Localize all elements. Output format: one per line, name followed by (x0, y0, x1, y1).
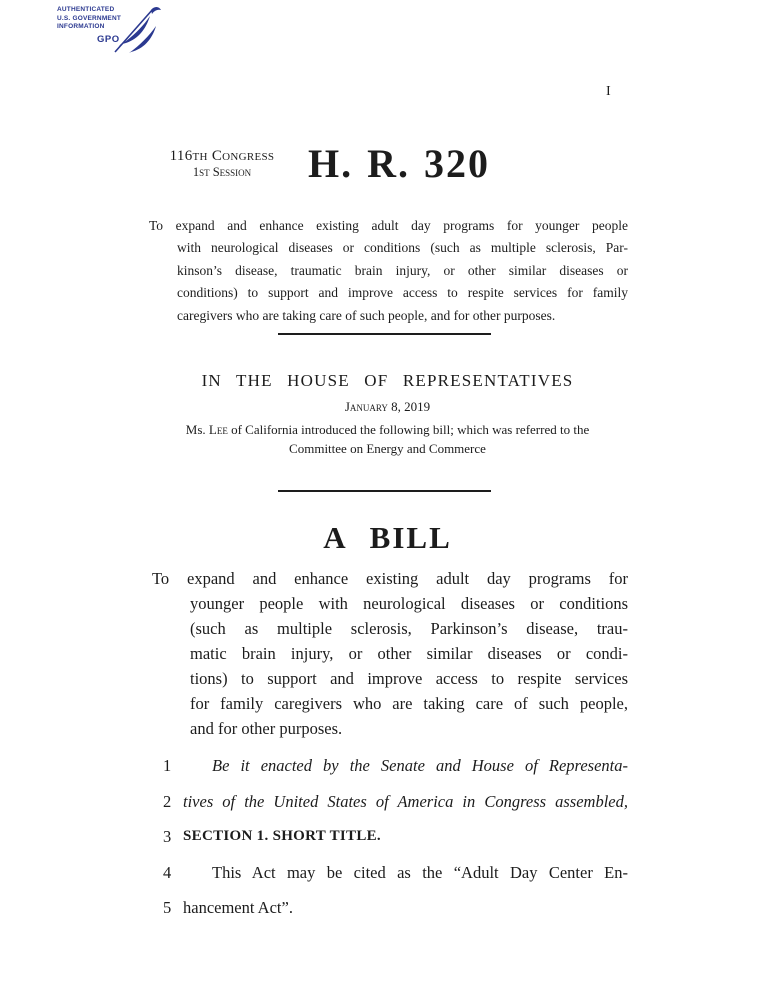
gpo-acronym-label: GPO (97, 34, 120, 45)
enacting-clause-line: tives of the United States of America in Congress assembled, (183, 791, 628, 811)
bill-body-row (163, 784, 628, 820)
introduction-date: January 8, 2019 (344, 399, 431, 414)
line-number: 3 (163, 827, 172, 846)
sponsor-name: Lee (208, 422, 228, 437)
line-number: 1 (163, 756, 172, 775)
long-title-line: (such as multiple sclerosis, Parkinson’s disease, trau- (190, 619, 628, 638)
preamble-line: conditions) to support and improve access to respite services for family (177, 285, 628, 301)
long-title-line: younger people with neurological diseases or conditions (190, 594, 628, 613)
preamble-line: caregivers who are taking care of such people, and for other purposes. (177, 307, 556, 323)
referral-line1 (120, 420, 655, 439)
bill-body-row (163, 855, 628, 891)
gpo-authentication-logo (57, 4, 167, 56)
section-heading: SECTION 1. SHORT TITLE. (183, 828, 381, 844)
enacting-clause-line: Be it enacted by the Senate and House of Representa- (212, 756, 628, 775)
referral-paragraph (120, 420, 655, 458)
gpo-eagle-icon (109, 4, 165, 56)
divider-rule (278, 490, 491, 492)
congress-label: 116th Congress (169, 148, 275, 164)
long-title-line: matic brain injury, or other similar diseases or condi- (190, 644, 628, 663)
gpo-logo-line1: AUTHENTICATED (57, 6, 115, 13)
bill-version-marker: I (606, 84, 611, 99)
long-title-line: To expand and enhance existing adult day programs for (152, 569, 628, 588)
long-title-line: tions) to support and improve access to respite services (190, 669, 628, 688)
official-title-preamble (149, 215, 628, 327)
bill-body-row (163, 890, 628, 926)
preamble-line: To expand and enhance existing adult day programs for younger people (149, 218, 628, 233)
section-text-line: This Act may be cited as the “Adult Day Center En- (212, 862, 628, 882)
bill-body-row (163, 748, 628, 784)
bill-long-title (152, 566, 628, 741)
bill-number: H. R. 320 (308, 141, 490, 186)
section-text-line: hancement Act”. (183, 898, 293, 917)
line-number: 2 (163, 791, 172, 811)
long-title-line: and for other purposes. (190, 719, 343, 738)
preamble-line: kinson’s disease, traumatic brain injury, or other similar diseases or (177, 262, 628, 278)
session-label: 1st Session (192, 165, 252, 179)
congress-session-block (157, 148, 287, 179)
long-title-line: for family caregivers who are taking care of such people, (190, 694, 628, 713)
referral-line2: Committee on Energy and Commerce (289, 441, 486, 456)
gpo-logo-line2: U.S. GOVERNMENT (57, 14, 122, 22)
preamble-line: with neurological diseases or conditions (such as multiple sclerosis, Par- (177, 240, 628, 256)
line-number: 5 (163, 898, 172, 917)
gpo-logo-line3: INFORMATION (57, 23, 105, 30)
sponsor-prefix: Ms. (185, 422, 209, 437)
chamber-heading: IN THE HOUSE OF REPRESENTATIVES (201, 371, 574, 390)
bill-body (163, 748, 628, 926)
divider-rule (278, 333, 491, 335)
bill-title: A BILL (323, 520, 452, 555)
referral-rest: of California introduced the following bill; which was referred to the (227, 422, 590, 437)
line-number: 4 (163, 862, 172, 882)
bill-body-row (163, 819, 628, 855)
